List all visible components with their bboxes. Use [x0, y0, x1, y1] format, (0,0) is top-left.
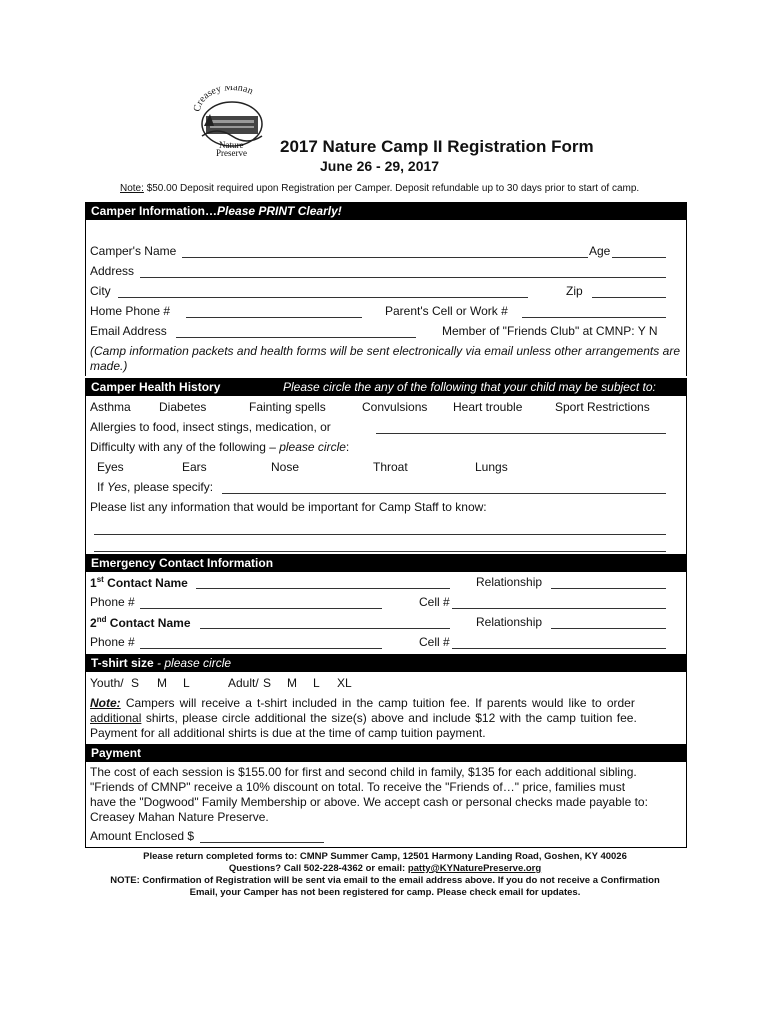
logo-sub2: Preserve [216, 148, 247, 158]
camper-name-field[interactable] [182, 243, 588, 258]
difficulty-colon: : [345, 440, 350, 454]
second-phone-label: Phone # [90, 635, 135, 649]
age-label: Age [589, 244, 611, 258]
tshirt-note-line1 [90, 696, 635, 710]
sense-throat[interactable]: Throat [373, 460, 408, 474]
second-contact-label: 2nd Contact Name [90, 615, 191, 630]
payment-line4: Creasey Mahan Nature Preserve. [90, 810, 269, 824]
first-phone-field[interactable] [140, 594, 382, 609]
address-field[interactable] [140, 263, 666, 278]
allergies-field[interactable] [376, 419, 666, 434]
email-field[interactable] [176, 323, 416, 338]
youth-size-m[interactable]: M [157, 676, 167, 690]
condition-convulsions[interactable]: Convulsions [362, 400, 428, 414]
allergies-label: Allergies to food, insect stings, medication, or [90, 420, 331, 434]
questions-prefix: Questions? Call 502-228-4362 or email: [228, 863, 406, 874]
page-title: 2017 Nature Camp II Registration Form [280, 137, 594, 156]
questions-line [0, 863, 770, 874]
camper-info-bar-label: Camper Information… [91, 204, 218, 218]
second-phone-field[interactable] [140, 634, 382, 649]
condition-sport[interactable]: Sport Restrictions [555, 400, 650, 414]
deposit-note-label: Note: [120, 183, 144, 194]
info-packet-note: (Camp information packets and health forms will be sent electronically via email unless other arrangements are made.) [90, 344, 680, 373]
first-relationship-label: Relationship [476, 575, 543, 589]
if-yes-field[interactable] [222, 479, 666, 494]
health-bar-label: Camper Health History [91, 380, 221, 394]
youth-label: Youth/ [90, 676, 124, 690]
second-relationship-label: Relationship [476, 615, 543, 629]
payment-line3: have the "Dogwood" Family Membership or above. We accept cash or personal checks made payable to: [90, 795, 648, 809]
home-phone-field[interactable] [186, 303, 362, 318]
emergency-bar: Emergency Contact Information [85, 554, 687, 572]
first-contact-field[interactable] [196, 574, 450, 589]
age-field[interactable] [612, 243, 666, 258]
logo [192, 86, 272, 158]
condition-fainting[interactable]: Fainting spells [249, 400, 326, 414]
tshirt-note-text1: Campers will receive a t-shirt included in the camp tuition fee. If parents would like to order [125, 696, 635, 710]
tshirt-note-text2: shirts, please circle additional the size(s) above and include $12 with the camp tuition fee. [145, 711, 637, 725]
condition-diabetes[interactable]: Diabetes [159, 400, 207, 414]
difficulty-italic: please circle [279, 440, 346, 454]
health-bar-italic: Please circle the any of the following that your child may be subject to: [283, 380, 656, 394]
confirmation-note-2: Email, your Camper has not been registered for camp. Please check email for updates. [189, 887, 581, 898]
amount-field[interactable] [200, 828, 324, 843]
payment-bar: Payment [85, 744, 687, 762]
second-cell-field[interactable] [452, 634, 666, 649]
adult-label: Adult/ [228, 676, 259, 690]
parent-phone-field[interactable] [522, 303, 666, 318]
camper-info-bar [85, 202, 687, 220]
if-yes-suffix: , please specify: [127, 480, 214, 494]
adult-size-l[interactable]: L [313, 676, 320, 690]
return-address: Please return completed forms to: CMNP Summer Camp, 12501 Harmony Landing Road, Goshen, KY 40026 [143, 851, 627, 862]
second-relationship-field[interactable] [551, 614, 666, 629]
tshirt-bar-label: T-shirt size [91, 656, 154, 670]
difficulty-label [90, 440, 349, 454]
tshirt-bar-italic: - please circle [157, 656, 232, 670]
tshirt-note-line2 [90, 711, 637, 725]
first-phone-label: Phone # [90, 595, 135, 609]
adult-size-m[interactable]: M [287, 676, 297, 690]
city-field[interactable] [118, 283, 528, 298]
sense-ears[interactable]: Ears [182, 460, 207, 474]
amount-label: Amount Enclosed $ [90, 829, 195, 843]
city-label: City [90, 284, 111, 298]
email-label: Email Address [90, 324, 167, 338]
camp-dates: June 26 - 29, 2017 [320, 158, 440, 174]
first-relationship-field[interactable] [551, 574, 666, 589]
important-info-field-2[interactable] [94, 537, 666, 552]
home-phone-label: Home Phone # [90, 304, 171, 318]
sense-nose[interactable]: Nose [271, 460, 300, 474]
deposit-note-text: $50.00 Deposit required upon Registration per Camper. Deposit refundable up to 30 days prior to start of camp. [146, 183, 640, 194]
condition-asthma[interactable]: Asthma [90, 400, 131, 414]
member-label[interactable]: Member of "Friends Club" at CMNP: Y N [442, 324, 658, 338]
first-contact-label: 1st Contact Name [90, 575, 188, 590]
first-cell-label: Cell # [419, 595, 450, 609]
address-label: Address [90, 264, 135, 278]
tshirt-bar [85, 654, 687, 672]
camper-info-bar-italic: Please PRINT Clearly! [217, 204, 342, 218]
sense-eyes[interactable]: Eyes [97, 460, 124, 474]
payment-line1: The cost of each session is $155.00 for first and second child in family, $135 for each additional sibling. [90, 765, 637, 779]
confirmation-note-1: NOTE: Confirmation of Registration will be sent via email to the email address above. If you do not receive a Confirmation [110, 875, 660, 886]
first-cell-field[interactable] [452, 594, 666, 609]
if-yes-label [97, 480, 213, 494]
zip-label: Zip [566, 284, 583, 298]
second-contact-field[interactable] [200, 614, 450, 629]
tshirt-note-label: Note: [90, 696, 121, 710]
contact-email-link[interactable]: patty@KYNaturePreserve.org [407, 863, 542, 874]
adult-size-xl[interactable]: XL [337, 676, 352, 690]
if-yes-prefix: If [97, 480, 104, 494]
camper-name-label: Camper's Name [90, 244, 177, 258]
difficulty-text: Difficulty with any of the following – [90, 440, 276, 454]
if-yes-italic: Yes [107, 480, 128, 494]
second-cell-label: Cell # [419, 635, 450, 649]
sense-lungs[interactable]: Lungs [475, 460, 508, 474]
important-info-label: Please list any information that would be important for Camp Staff to know: [90, 500, 487, 514]
tshirt-note-line3: Payment for all additional shirts is due at the time of camp tuition payment. [90, 726, 486, 740]
condition-heart[interactable]: Heart trouble [453, 400, 523, 414]
zip-field[interactable] [592, 283, 666, 298]
youth-size-l[interactable]: L [183, 676, 190, 690]
deposit-note [120, 183, 639, 194]
tshirt-note-underline: additional [90, 711, 142, 725]
important-info-field-1[interactable] [94, 520, 666, 535]
logo-sub1: Nature [219, 140, 244, 150]
adult-size-s[interactable]: S [263, 676, 272, 690]
payment-line2: "Friends of CMNP" receive a 10% discount on total. To receive the "Friends of…" price, families must [90, 780, 626, 794]
parent-phone-label: Parent's Cell or Work # [385, 304, 508, 318]
logo-arc-text: Creasey Mahan [192, 86, 255, 113]
health-history-bar [85, 378, 687, 396]
youth-size-s[interactable]: S [131, 676, 140, 690]
